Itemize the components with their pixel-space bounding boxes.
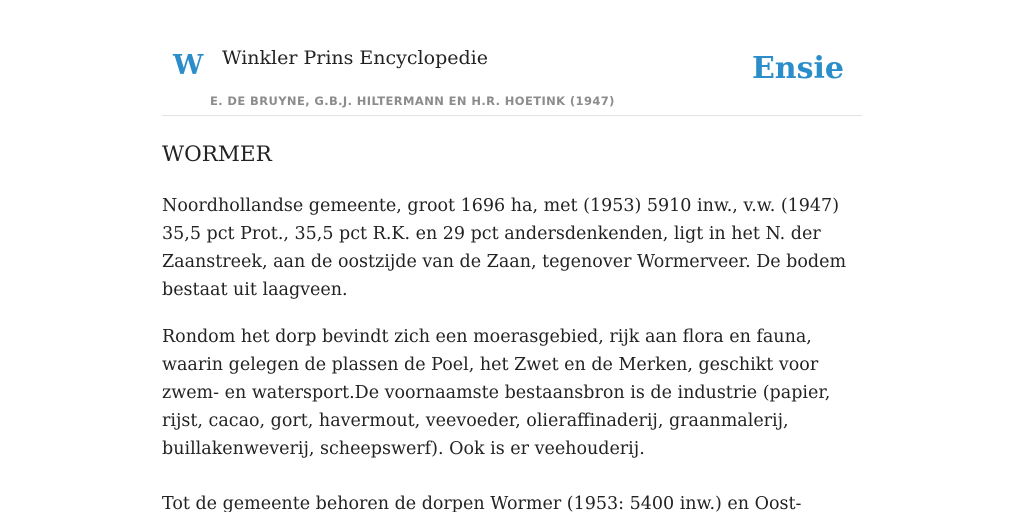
logo-w-icon[interactable]: W: [173, 50, 204, 81]
page: [162, 0, 862, 512]
article-paragraph: Tot de gemeente behoren de dorpen Wormer (1953: 5400 inw.) en Oost-: [162, 494, 802, 512]
article-headword: WORMER: [162, 142, 272, 167]
site-subtitle: E. DE BRUYNE, G.B.J. HILTERMANN EN H.R. HOETINK (1947): [210, 94, 615, 108]
site-header: [162, 0, 862, 116]
site-title[interactable]: Winkler Prins Encyclopedie: [222, 47, 488, 69]
ensie-logo-link[interactable]: Ensie: [751, 51, 844, 86]
article-paragraph: Noordhollandse gemeente, groot 1696 ha, met (1953) 5910 inw., v.w. (1947) 35,5 pct Prot., 35,5 pct R.K. en 29 pct andersdenkenden, ligt in het N. der Zaanstreek, aan de oostzijde van de Zaan, tegenover Wormerveer. De bodem bestaat uit laagveen.: [162, 196, 847, 300]
article-paragraph: Rondom het dorp bevindt zich een moerasgebied, rijk aan flora en fauna, waarin gelegen de plassen de Poel, het Zwet en de Merken, geschikt voor zwem- en watersport.De voornaamste bestaansbron is de industrie (papier, rijst, cacao, gort, havermout, veevoeder, olieraffinaderij, graanmalerij, buillakenweverij, scheepswerf). Ook is er veehouderij.: [162, 327, 831, 459]
